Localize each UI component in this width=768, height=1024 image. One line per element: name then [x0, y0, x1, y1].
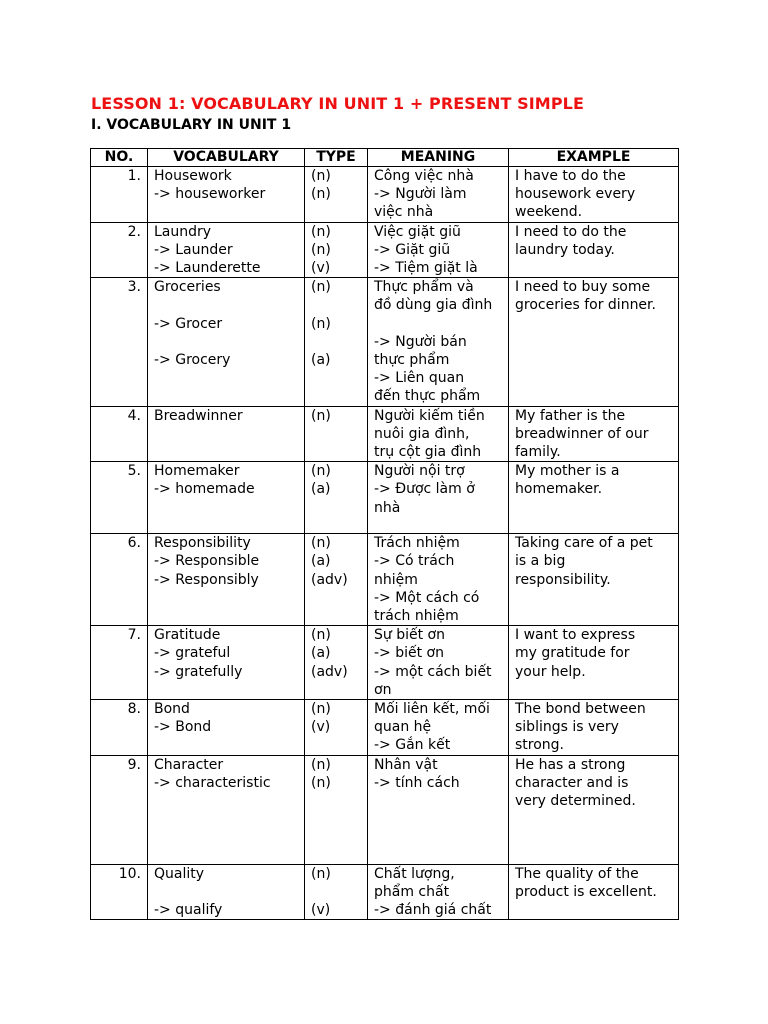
row-number: 3.: [91, 278, 148, 406]
example-line: laundry today.: [515, 241, 615, 258]
example-cell: [509, 755, 679, 864]
vocabulary-line: Housework: [154, 168, 232, 184]
meaning-line: -> Tiệm giặt là: [374, 260, 478, 277]
type-line: (adv): [311, 663, 348, 680]
example-line: very determined.: [515, 793, 636, 810]
row-number: 9.: [91, 755, 148, 864]
type-line: (v): [311, 260, 331, 277]
type-line: (a): [311, 553, 331, 570]
row-number: 10.: [91, 864, 148, 920]
section-heading: I. VOCABULARY IN UNIT 1: [91, 117, 292, 133]
vocabulary-line: Character: [154, 756, 224, 773]
table-row: [91, 406, 679, 462]
example-line: product is excellent.: [515, 883, 657, 900]
example-line: The bond between: [515, 701, 646, 718]
type-line: [311, 333, 361, 351]
table-row: [91, 626, 679, 700]
type-line: (n): [311, 223, 331, 240]
row-number: 4.: [91, 406, 148, 462]
meaning-line: -> tính cách: [374, 774, 460, 791]
vocabulary-line: Bond: [154, 701, 190, 718]
meaning-line: ơn: [374, 681, 392, 698]
type-line: (a): [311, 645, 331, 662]
meaning-line: quan hệ: [374, 719, 432, 736]
vocabulary-line: [154, 296, 298, 314]
vocabulary-line: -> Grocery: [154, 352, 231, 368]
meaning-line: Thực phẩm và: [374, 279, 474, 296]
meaning-line: -> biết ơn: [374, 645, 444, 662]
vocabulary-line: Laundry: [154, 223, 212, 240]
example-line: is a big: [515, 553, 566, 570]
example-cell: [509, 864, 679, 920]
vocabulary-line: -> grateful: [154, 645, 231, 662]
type-cell: [305, 167, 368, 223]
type-line: (n): [311, 463, 331, 480]
meaning-line: [374, 315, 502, 333]
type-line: (n): [311, 315, 331, 332]
meaning-cell: [368, 755, 509, 864]
header-no: NO.: [91, 149, 148, 167]
table-header-row: [91, 149, 679, 167]
meaning-line: -> Có trách: [374, 553, 455, 570]
type-cell: [305, 462, 368, 534]
example-line: Taking care of a pet: [515, 535, 653, 552]
header-meaning: MEANING: [368, 149, 509, 167]
meaning-cell: [368, 167, 509, 223]
vocabulary-cell: [148, 534, 305, 626]
vocabulary-line: -> Grocer: [154, 315, 223, 332]
vocabulary-line: Breadwinner: [154, 407, 243, 424]
example-line: I want to express: [515, 627, 636, 644]
example-cell: [509, 462, 679, 534]
vocabulary-line: -> gratefully: [154, 663, 243, 680]
example-cell: [509, 700, 679, 756]
type-line: (adv): [311, 571, 348, 588]
type-line: [311, 883, 361, 901]
vocabulary-line: Quality: [154, 865, 205, 882]
example-line: My mother is a: [515, 463, 620, 480]
meaning-line: -> đánh giá chất: [374, 902, 492, 919]
type-line: (n): [311, 756, 331, 773]
example-line: My father is the: [515, 407, 626, 424]
meaning-cell: [368, 534, 509, 626]
type-line: [311, 296, 361, 314]
example-line: I have to do the: [515, 168, 626, 184]
type-line: (n): [311, 701, 331, 718]
meaning-cell: [368, 864, 509, 920]
example-cell: [509, 534, 679, 626]
table-row: [91, 462, 679, 534]
vocabulary-line: -> characteristic: [154, 774, 271, 791]
vocabulary-line: Groceries: [154, 279, 221, 296]
meaning-line: -> Gắn kết: [374, 737, 451, 754]
row-number: 2.: [91, 222, 148, 278]
meaning-line: -> Giặt giũ: [374, 241, 451, 258]
vocabulary-line: -> Launder: [154, 241, 233, 258]
type-cell: [305, 626, 368, 700]
example-line: weekend.: [515, 204, 583, 221]
meaning-cell: [368, 626, 509, 700]
meaning-line: Người nội trợ: [374, 463, 465, 480]
vocabulary-line: -> qualify: [154, 902, 223, 919]
table-row: [91, 755, 679, 864]
example-line: I need to do the: [515, 223, 627, 240]
vocabulary-cell: [148, 755, 305, 864]
meaning-line: -> Người bán: [374, 333, 467, 350]
vocabulary-line: [154, 333, 298, 351]
example-cell: [509, 222, 679, 278]
vocabulary-cell: [148, 222, 305, 278]
meaning-line: Nhân vật: [374, 756, 438, 773]
vocabulary-line: -> homemade: [154, 481, 255, 498]
meaning-line: -> Liên quan: [374, 370, 465, 387]
row-number: 6.: [91, 534, 148, 626]
table-row: [91, 864, 679, 920]
example-line: strong.: [515, 737, 565, 754]
type-line: (n): [311, 535, 331, 552]
meaning-line: -> một cách biết: [374, 663, 492, 680]
vocabulary-line: Gratitude: [154, 627, 221, 644]
example-cell: [509, 406, 679, 462]
type-cell: [305, 222, 368, 278]
type-line: (n): [311, 279, 331, 296]
example-line: He has a strong: [515, 756, 626, 773]
meaning-line: thực phẩm: [374, 352, 450, 369]
meaning-line: -> Được làm ở: [374, 481, 475, 498]
type-cell: [305, 278, 368, 406]
example-cell: [509, 626, 679, 700]
example-line: responsibility.: [515, 571, 611, 588]
vocabulary-cell: [148, 167, 305, 223]
example-line: siblings is very: [515, 719, 619, 736]
meaning-line: việc nhà: [374, 204, 434, 221]
row-number: 1.: [91, 167, 148, 223]
meaning-cell: [368, 700, 509, 756]
row-number: 8.: [91, 700, 148, 756]
table-row: [91, 222, 679, 278]
meaning-line: Sự biết ơn: [374, 627, 445, 644]
example-line: your help.: [515, 663, 586, 680]
vocabulary-line: -> Launderette: [154, 260, 261, 277]
vocabulary-cell: [148, 278, 305, 406]
meaning-line: đến thực phẩm: [374, 388, 481, 405]
type-line: (n): [311, 627, 331, 644]
vocabulary-line: Responsibility: [154, 535, 251, 552]
type-line: (n): [311, 186, 331, 203]
vocabulary-cell: [148, 626, 305, 700]
lesson-title: LESSON 1: VOCABULARY IN UNIT 1 + PRESENT SIMPLE: [91, 94, 584, 113]
type-line: (v): [311, 902, 331, 919]
example-line: groceries for dinner.: [515, 297, 656, 314]
meaning-cell: [368, 406, 509, 462]
meaning-line: trách nhiệm: [374, 608, 459, 625]
type-line: (n): [311, 241, 331, 258]
meaning-cell: [368, 462, 509, 534]
vocabulary-line: Homemaker: [154, 463, 240, 480]
example-line: I need to buy some: [515, 279, 651, 296]
meaning-line: phẩm chất: [374, 883, 450, 900]
header-vocabulary: VOCABULARY: [148, 149, 305, 167]
table-row: [91, 700, 679, 756]
vocabulary-line: -> houseworker: [154, 186, 266, 203]
vocabulary-cell: [148, 864, 305, 920]
vocabulary-line: -> Responsible: [154, 553, 260, 570]
meaning-line: đồ dùng gia đình: [374, 297, 493, 314]
meaning-cell: [368, 278, 509, 406]
row-number: 5.: [91, 462, 148, 534]
meaning-line: trụ cột gia đình: [374, 444, 482, 461]
type-cell: [305, 700, 368, 756]
meaning-line: Trách nhiệm: [374, 535, 460, 552]
meaning-line: Người kiếm tiền: [374, 407, 485, 424]
type-cell: [305, 534, 368, 626]
type-cell: [305, 864, 368, 920]
example-cell: [509, 278, 679, 406]
example-line: my gratitude for: [515, 645, 630, 662]
vocabulary-cell: [148, 406, 305, 462]
example-cell: [509, 167, 679, 223]
example-line: housework every: [515, 186, 636, 203]
header-example: EXAMPLE: [509, 149, 679, 167]
meaning-line: Việc giặt giũ: [374, 223, 461, 240]
type-line: (n): [311, 407, 331, 424]
example-line: homemaker.: [515, 481, 603, 498]
table-row: [91, 278, 679, 406]
meaning-line: Mối liên kết, mối: [374, 701, 490, 718]
vocabulary-line: [154, 883, 298, 901]
table-row: [91, 167, 679, 223]
type-line: (v): [311, 719, 331, 736]
example-line: character and is: [515, 774, 629, 791]
type-cell: [305, 755, 368, 864]
meaning-line: -> Một cách có: [374, 589, 480, 606]
type-cell: [305, 406, 368, 462]
row-number: 7.: [91, 626, 148, 700]
vocabulary-table: [90, 148, 679, 920]
meaning-cell: [368, 222, 509, 278]
example-line: family.: [515, 444, 561, 461]
example-line: breadwinner of our: [515, 425, 649, 442]
type-line: (n): [311, 865, 331, 882]
vocabulary-line: -> Bond: [154, 719, 212, 736]
vocabulary-cell: [148, 700, 305, 756]
type-line: (n): [311, 168, 331, 184]
meaning-line: Chất lượng,: [374, 865, 455, 882]
header-type: TYPE: [305, 149, 368, 167]
meaning-line: nhà: [374, 499, 401, 516]
meaning-line: nuôi gia đình,: [374, 425, 470, 442]
meaning-line: -> Người làm: [374, 186, 467, 203]
vocabulary-cell: [148, 462, 305, 534]
meaning-line: Công việc nhà: [374, 168, 474, 184]
vocabulary-line: -> Responsibly: [154, 571, 259, 588]
example-line: The quality of the: [515, 865, 639, 882]
type-line: (n): [311, 774, 331, 791]
type-line: (a): [311, 352, 331, 368]
type-line: (a): [311, 481, 331, 498]
meaning-line: nhiệm: [374, 571, 418, 588]
table-row: [91, 534, 679, 626]
